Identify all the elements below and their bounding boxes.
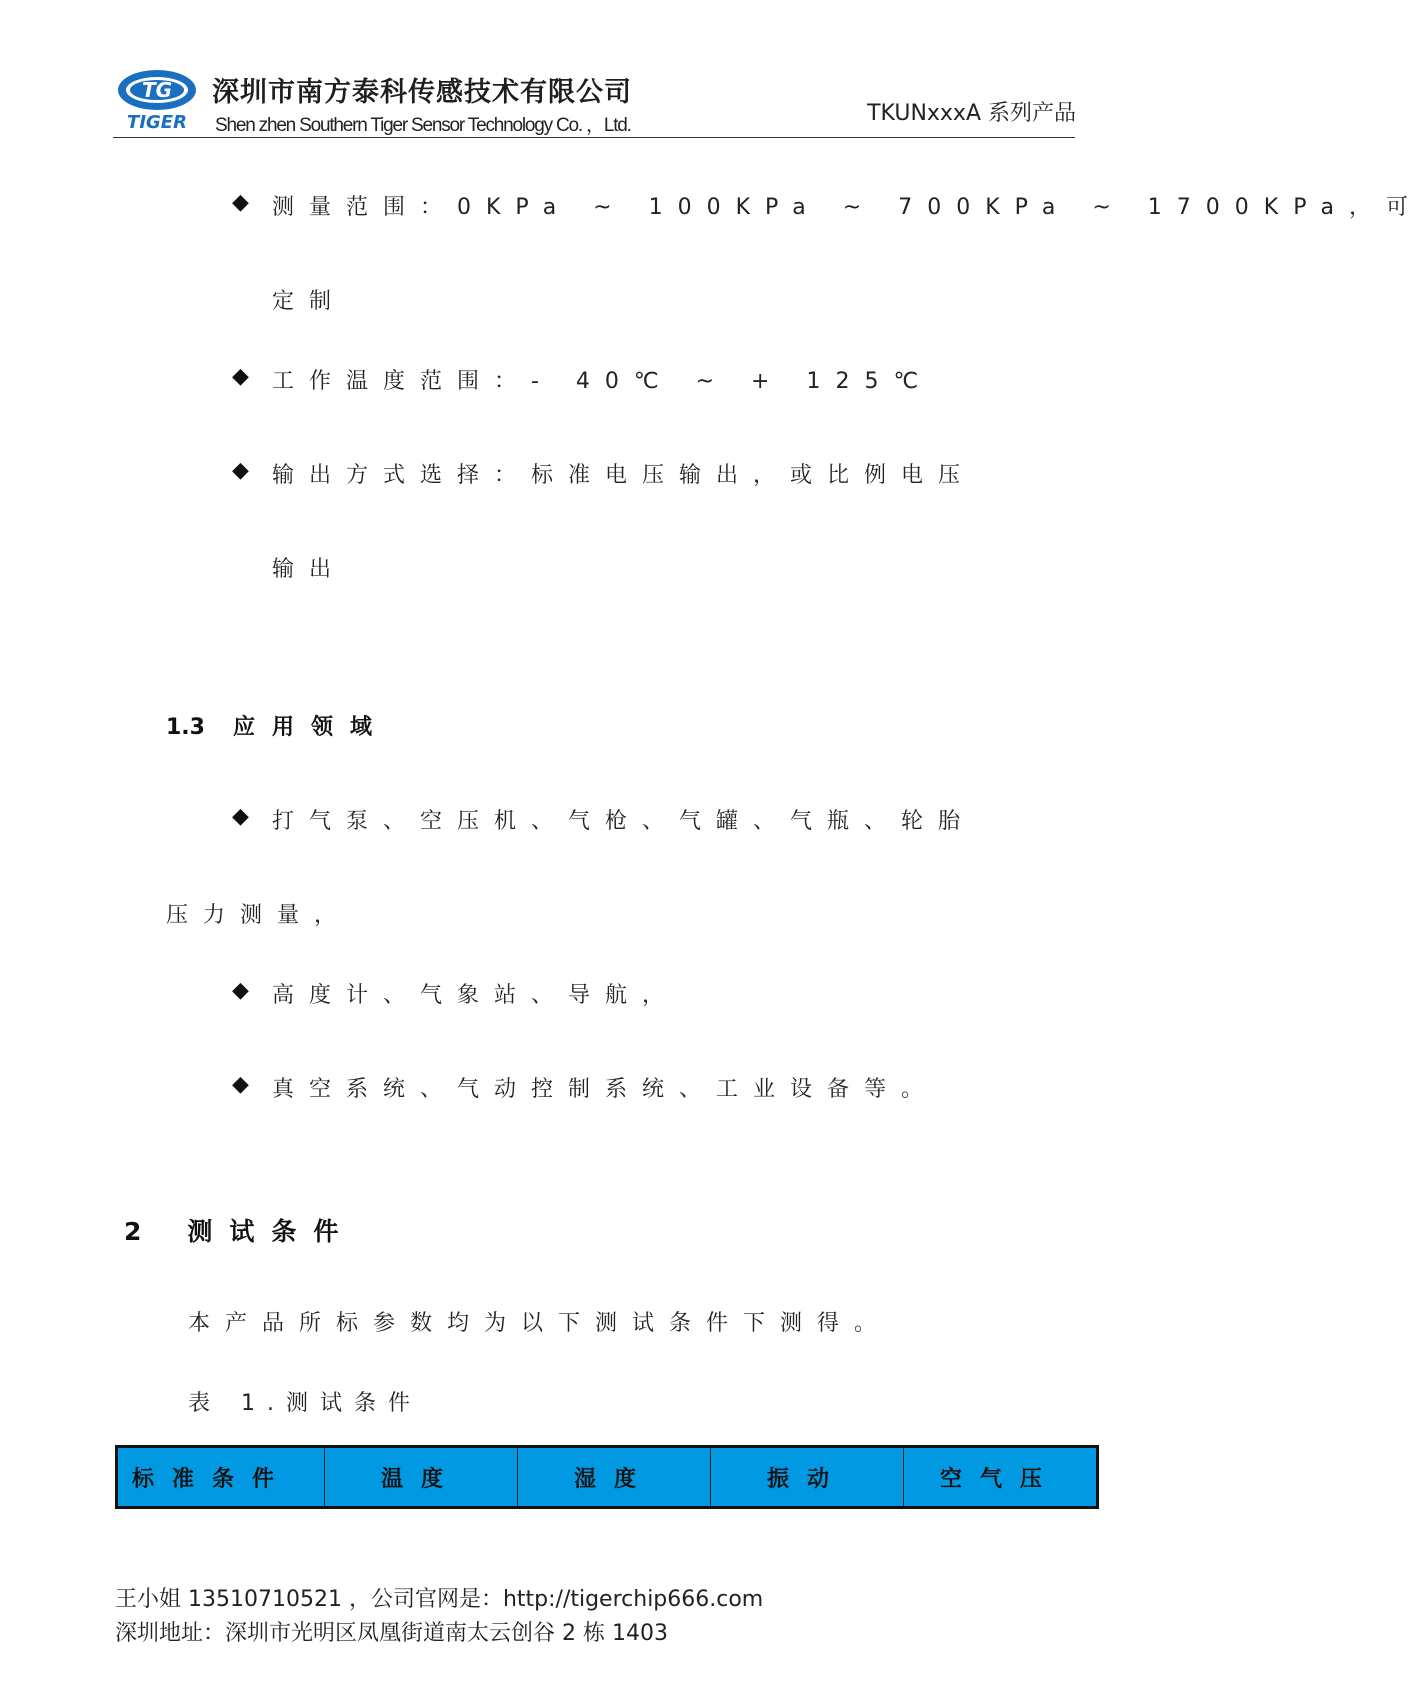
feature-range-line1: 测量范围：0KPa ~ 100KPa ~ 700KPa ~ 1700KPa，可: [272, 195, 1423, 220]
bullet-diamond-icon: ◆: [232, 190, 249, 215]
test-conditions-table-header: [115, 1445, 1099, 1509]
table-header-cell: 空气压: [903, 1448, 1096, 1506]
feature-range-line2: 定制: [272, 289, 347, 314]
company-name-en: Shen zhen Southern Tiger Sensor Technology Co. ，Ltd.: [215, 115, 631, 136]
section-heading-1-3: [166, 710, 389, 741]
table-header-cell: 湿度: [517, 1448, 710, 1506]
company-name-cn: 深圳市南方泰科传感技术有限公司: [212, 77, 632, 108]
application-item-1-line2: 压力测量，: [166, 903, 352, 928]
table-header-cell: 振动: [710, 1448, 903, 1506]
table-header-cell: 温度: [324, 1448, 517, 1506]
section-intro: 本产品所标参数均为以下测试条件下测得。: [188, 1311, 892, 1336]
header-divider: [113, 137, 1075, 138]
bullet-diamond-icon: ◆: [232, 364, 249, 389]
section-title: 测试条件: [187, 1217, 356, 1246]
table-header-cell: 标准条件: [132, 1466, 293, 1492]
feature-temperature: 工作温度范围：- 40℃ ~ + 125℃: [272, 369, 934, 394]
bullet-diamond-icon: ◆: [232, 458, 249, 483]
section-number: 2: [124, 1217, 142, 1246]
table-caption: 表 1.测试条件: [188, 1391, 422, 1416]
logo-mark: TG: [141, 78, 173, 102]
feature-output-line1: 输出方式选择：标准电压输出，或比例电压: [272, 463, 976, 488]
application-item-3: 真空系统、气动控制系统、工业设备等。: [272, 1077, 939, 1102]
feature-output-line2: 输出: [272, 557, 347, 582]
section-heading-2: [124, 1212, 355, 1248]
company-logo: [116, 68, 198, 132]
bullet-diamond-icon: ◆: [232, 1072, 249, 1097]
footer-contact: 王小姐 13510710521 ，公司官网是：http://tigerchip666.com: [115, 1587, 764, 1612]
section-number: 1.3: [166, 715, 205, 740]
application-item-1-line1: 打气泵、空压机、气枪、气罐、气瓶、轮胎: [272, 809, 976, 834]
footer-address: 深圳地址：深圳市光明区凤凰街道南太云创谷 2 栋 1403: [115, 1621, 668, 1646]
product-series: TKUNxxxA 系列产品: [867, 101, 1076, 126]
bullet-diamond-icon: ◆: [232, 978, 249, 1003]
tiger-logo-icon: [116, 68, 198, 132]
logo-text: TIGER: [127, 112, 187, 133]
application-item-2: 高度计、气象站、导航，: [272, 983, 680, 1008]
bullet-diamond-icon: ◆: [232, 804, 249, 829]
section-title: 应用领域: [232, 715, 389, 740]
